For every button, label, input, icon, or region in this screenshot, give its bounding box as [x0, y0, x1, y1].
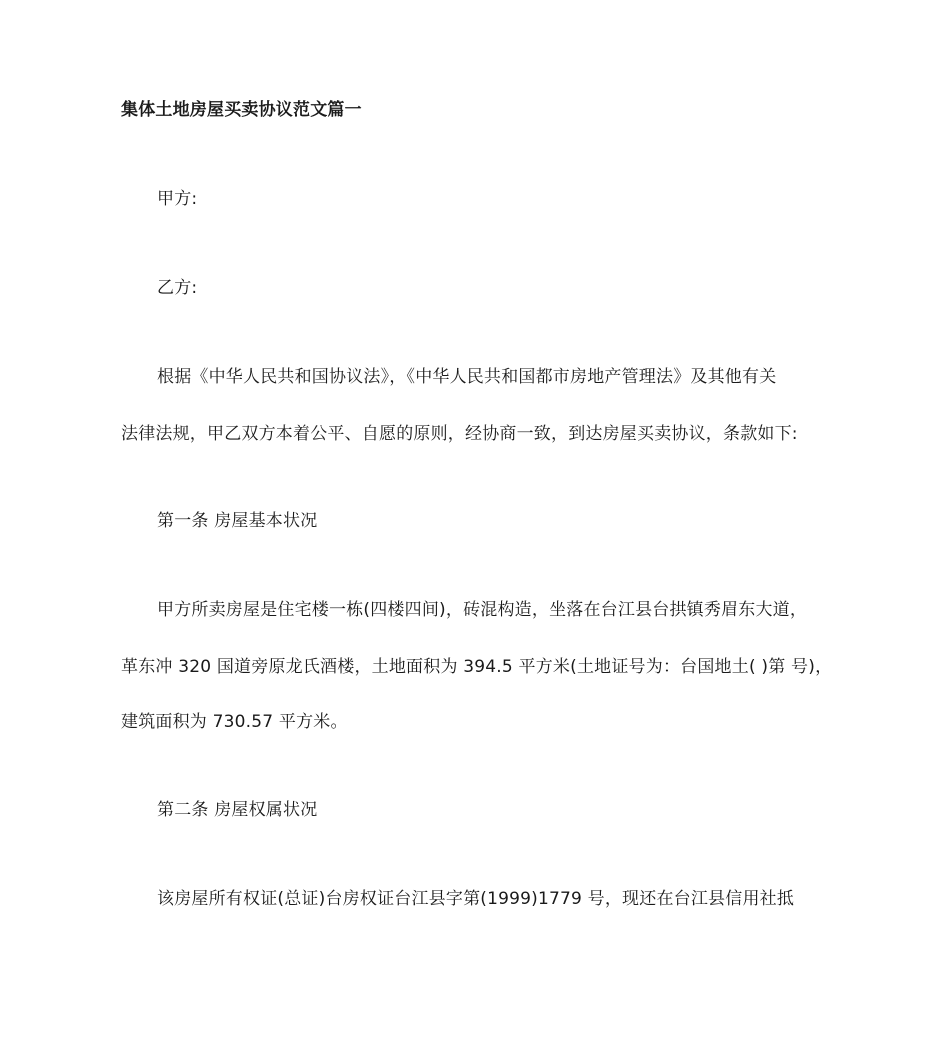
- intro-paragraph-line-2: 法律法规，甲乙双方本着公平、自愿的原则，经协商一致，到达房屋买卖协议，条款如下:: [121, 424, 798, 444]
- article-2-line-1: 该房屋所有权证(总证)台房权证台江县字第(1999)1779 号，现还在台江县信用社抵: [157, 889, 795, 909]
- party-a-label: 甲方:: [157, 189, 198, 209]
- article-1-line-3: 建筑面积为 730.57 平方米。: [121, 712, 348, 732]
- intro-paragraph-line-1: 根据《中华人民共和国协议法》，《中华人民共和国都市房地产管理法》及其他有关: [157, 367, 777, 387]
- article-1-line-1: 甲方所卖房屋是住宅楼一栋(四楼四间)，砖混构造，坐落在台江县台拱镇秀眉东大道，: [157, 600, 808, 620]
- article-1-line-2: 革东冲 320 国道旁原龙氏酒楼，土地面积为 394.5 平方米(土地证号为：台国地土( )第 号)，: [121, 657, 833, 677]
- document-title: 集体土地房屋买卖协议范文篇一: [121, 100, 362, 120]
- article-1-heading: 第一条 房屋基本状况: [157, 511, 318, 531]
- article-2-heading: 第二条 房屋权属状况: [157, 800, 318, 820]
- party-b-label: 乙方:: [157, 278, 198, 298]
